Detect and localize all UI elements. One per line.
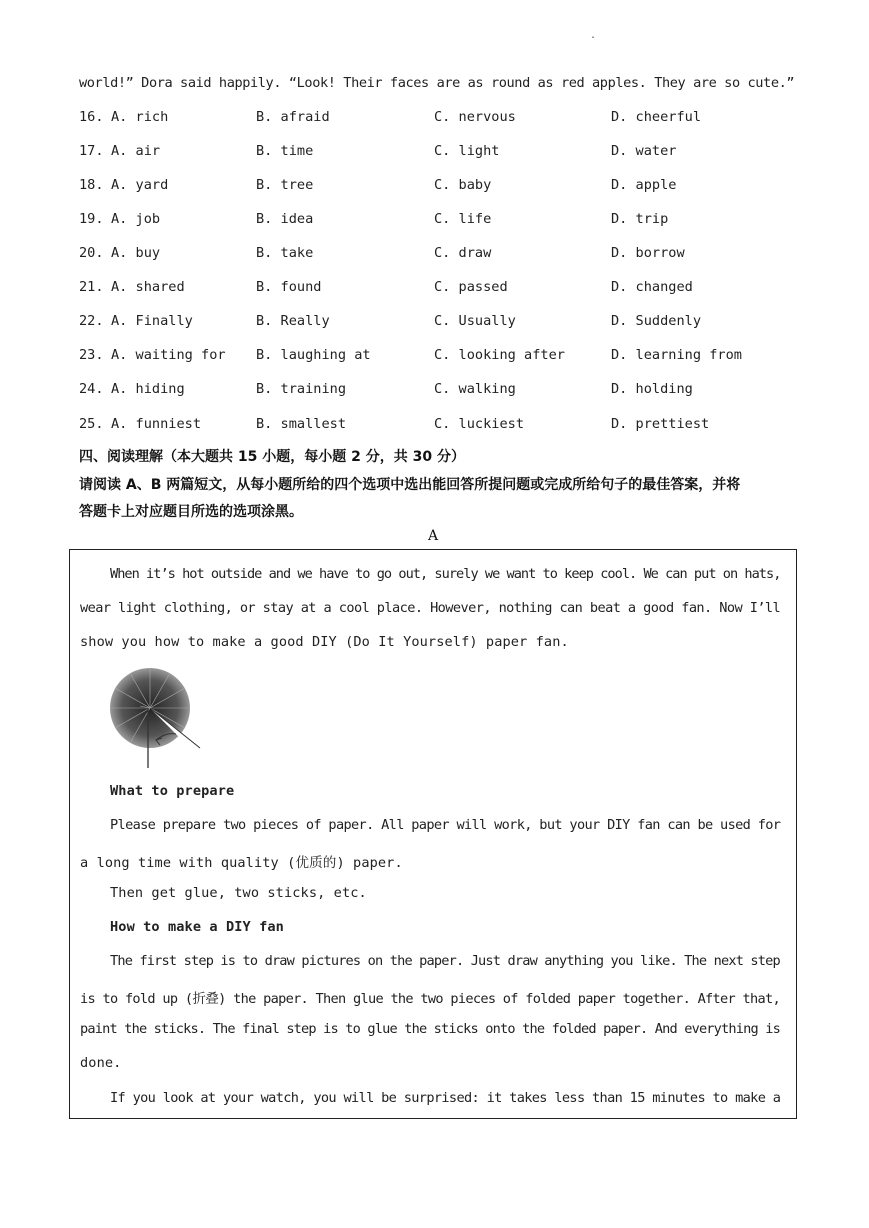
option-d: D. cheerful	[611, 109, 702, 125]
option-c: C. luckiest	[434, 416, 525, 432]
section-title: 四、阅读理解（本大题共 15 小题，每小题 2 分，共 30 分）	[79, 449, 465, 465]
section-instruction-cont: 答题卡上对应题目所选的选项涂黑。	[79, 504, 303, 520]
option-b: B. training	[256, 381, 347, 397]
option-c: C. passed	[434, 279, 508, 295]
paper-fan-image	[108, 662, 204, 772]
question-number: 25.	[79, 416, 104, 432]
option-c: C. baby	[434, 177, 492, 193]
option-d: D. trip	[611, 211, 669, 227]
option-c: C. draw	[434, 245, 492, 261]
option-a: A. job	[111, 211, 161, 227]
option-b: B. take	[256, 245, 314, 261]
subheading-make: How to make a DIY fan	[110, 919, 284, 935]
option-d: D. water	[611, 143, 677, 159]
option-d: D. Suddenly	[611, 313, 702, 329]
option-b: B. smallest	[256, 416, 347, 432]
section-instruction: 请阅读 A、B 两篇短文，从每小题所给的四个选项中选出能回答所提问题或完成所给句子的最佳答案，并将	[79, 477, 741, 493]
question-number: 23.	[79, 347, 104, 363]
option-c: C. Usually	[434, 313, 516, 329]
question-number: 19.	[79, 211, 104, 227]
option-b: B. idea	[256, 211, 314, 227]
option-a: A. funniest	[111, 416, 202, 432]
option-d: D. learning from	[611, 347, 742, 363]
option-d: D. apple	[611, 177, 677, 193]
question-number: 17.	[79, 143, 104, 159]
option-b: B. laughing at	[256, 347, 371, 363]
question-number: 24.	[79, 381, 104, 397]
option-a: A. rich	[111, 109, 169, 125]
intro-line: world!” Dora said happily. “Look! Their faces are as round as red apples. They are so cute.”	[79, 75, 795, 91]
header-dot: .	[590, 30, 597, 41]
passage-label: A	[428, 528, 439, 544]
option-c: C. walking	[434, 381, 516, 397]
paragraph-line: is to fold up (折叠) the paper. Then glue the two pieces of folded paper together. After that,	[80, 991, 780, 1007]
question-number: 22.	[79, 313, 104, 329]
option-b: B. found	[256, 279, 322, 295]
question-number: 21.	[79, 279, 104, 295]
option-c: C. nervous	[434, 109, 516, 125]
option-a: A. waiting for	[111, 347, 226, 363]
option-a: A. shared	[111, 279, 185, 295]
option-a: A. Finally	[111, 313, 193, 329]
paragraph-line: wear light clothing, or stay at a cool place. However, nothing can beat a good fan. Now I’ll	[80, 600, 781, 616]
question-number: 20.	[79, 245, 104, 261]
paragraph-line: When it’s hot outside and we have to go out, surely we want to keep cool. We can put on hats,	[110, 566, 781, 582]
option-a: A. yard	[111, 177, 169, 193]
option-a: A. hiding	[111, 381, 185, 397]
paragraph-line: The first step is to draw pictures on the paper. Just draw anything you like. The next step	[110, 953, 780, 969]
option-d: D. holding	[611, 381, 693, 397]
option-c: C. life	[434, 211, 492, 227]
subheading-prepare: What to prepare	[110, 783, 235, 799]
option-a: A. air	[111, 143, 161, 159]
paragraph-line: done.	[80, 1055, 122, 1071]
paragraph-line: If you look at your watch, you will be surprised: it takes less than 15 minutes to make a	[110, 1090, 781, 1106]
option-b: B. tree	[256, 177, 314, 193]
option-b: B. Really	[256, 313, 330, 329]
option-c: C. light	[434, 143, 500, 159]
question-number: 18.	[79, 177, 104, 193]
option-b: B. time	[256, 143, 314, 159]
option-d: D. prettiest	[611, 416, 710, 432]
option-d: D. borrow	[611, 245, 685, 261]
option-b: B. afraid	[256, 109, 330, 125]
paragraph-line: a long time with quality (优质的) paper.	[80, 855, 403, 871]
option-d: D. changed	[611, 279, 693, 295]
paragraph-line: Then get glue, two sticks, etc.	[110, 885, 367, 901]
option-c: C. looking after	[434, 347, 565, 363]
passage-box	[69, 549, 797, 1119]
paragraph-line: paint the sticks. The final step is to glue the sticks onto the folded paper. And everything is	[80, 1021, 780, 1037]
paragraph-line: show you how to make a good DIY (Do It Yourself) paper fan.	[80, 634, 569, 650]
option-a: A. buy	[111, 245, 161, 261]
question-number: 16.	[79, 109, 104, 125]
paragraph-line: Please prepare two pieces of paper. All paper will work, but your DIY fan can be used for	[110, 817, 781, 833]
